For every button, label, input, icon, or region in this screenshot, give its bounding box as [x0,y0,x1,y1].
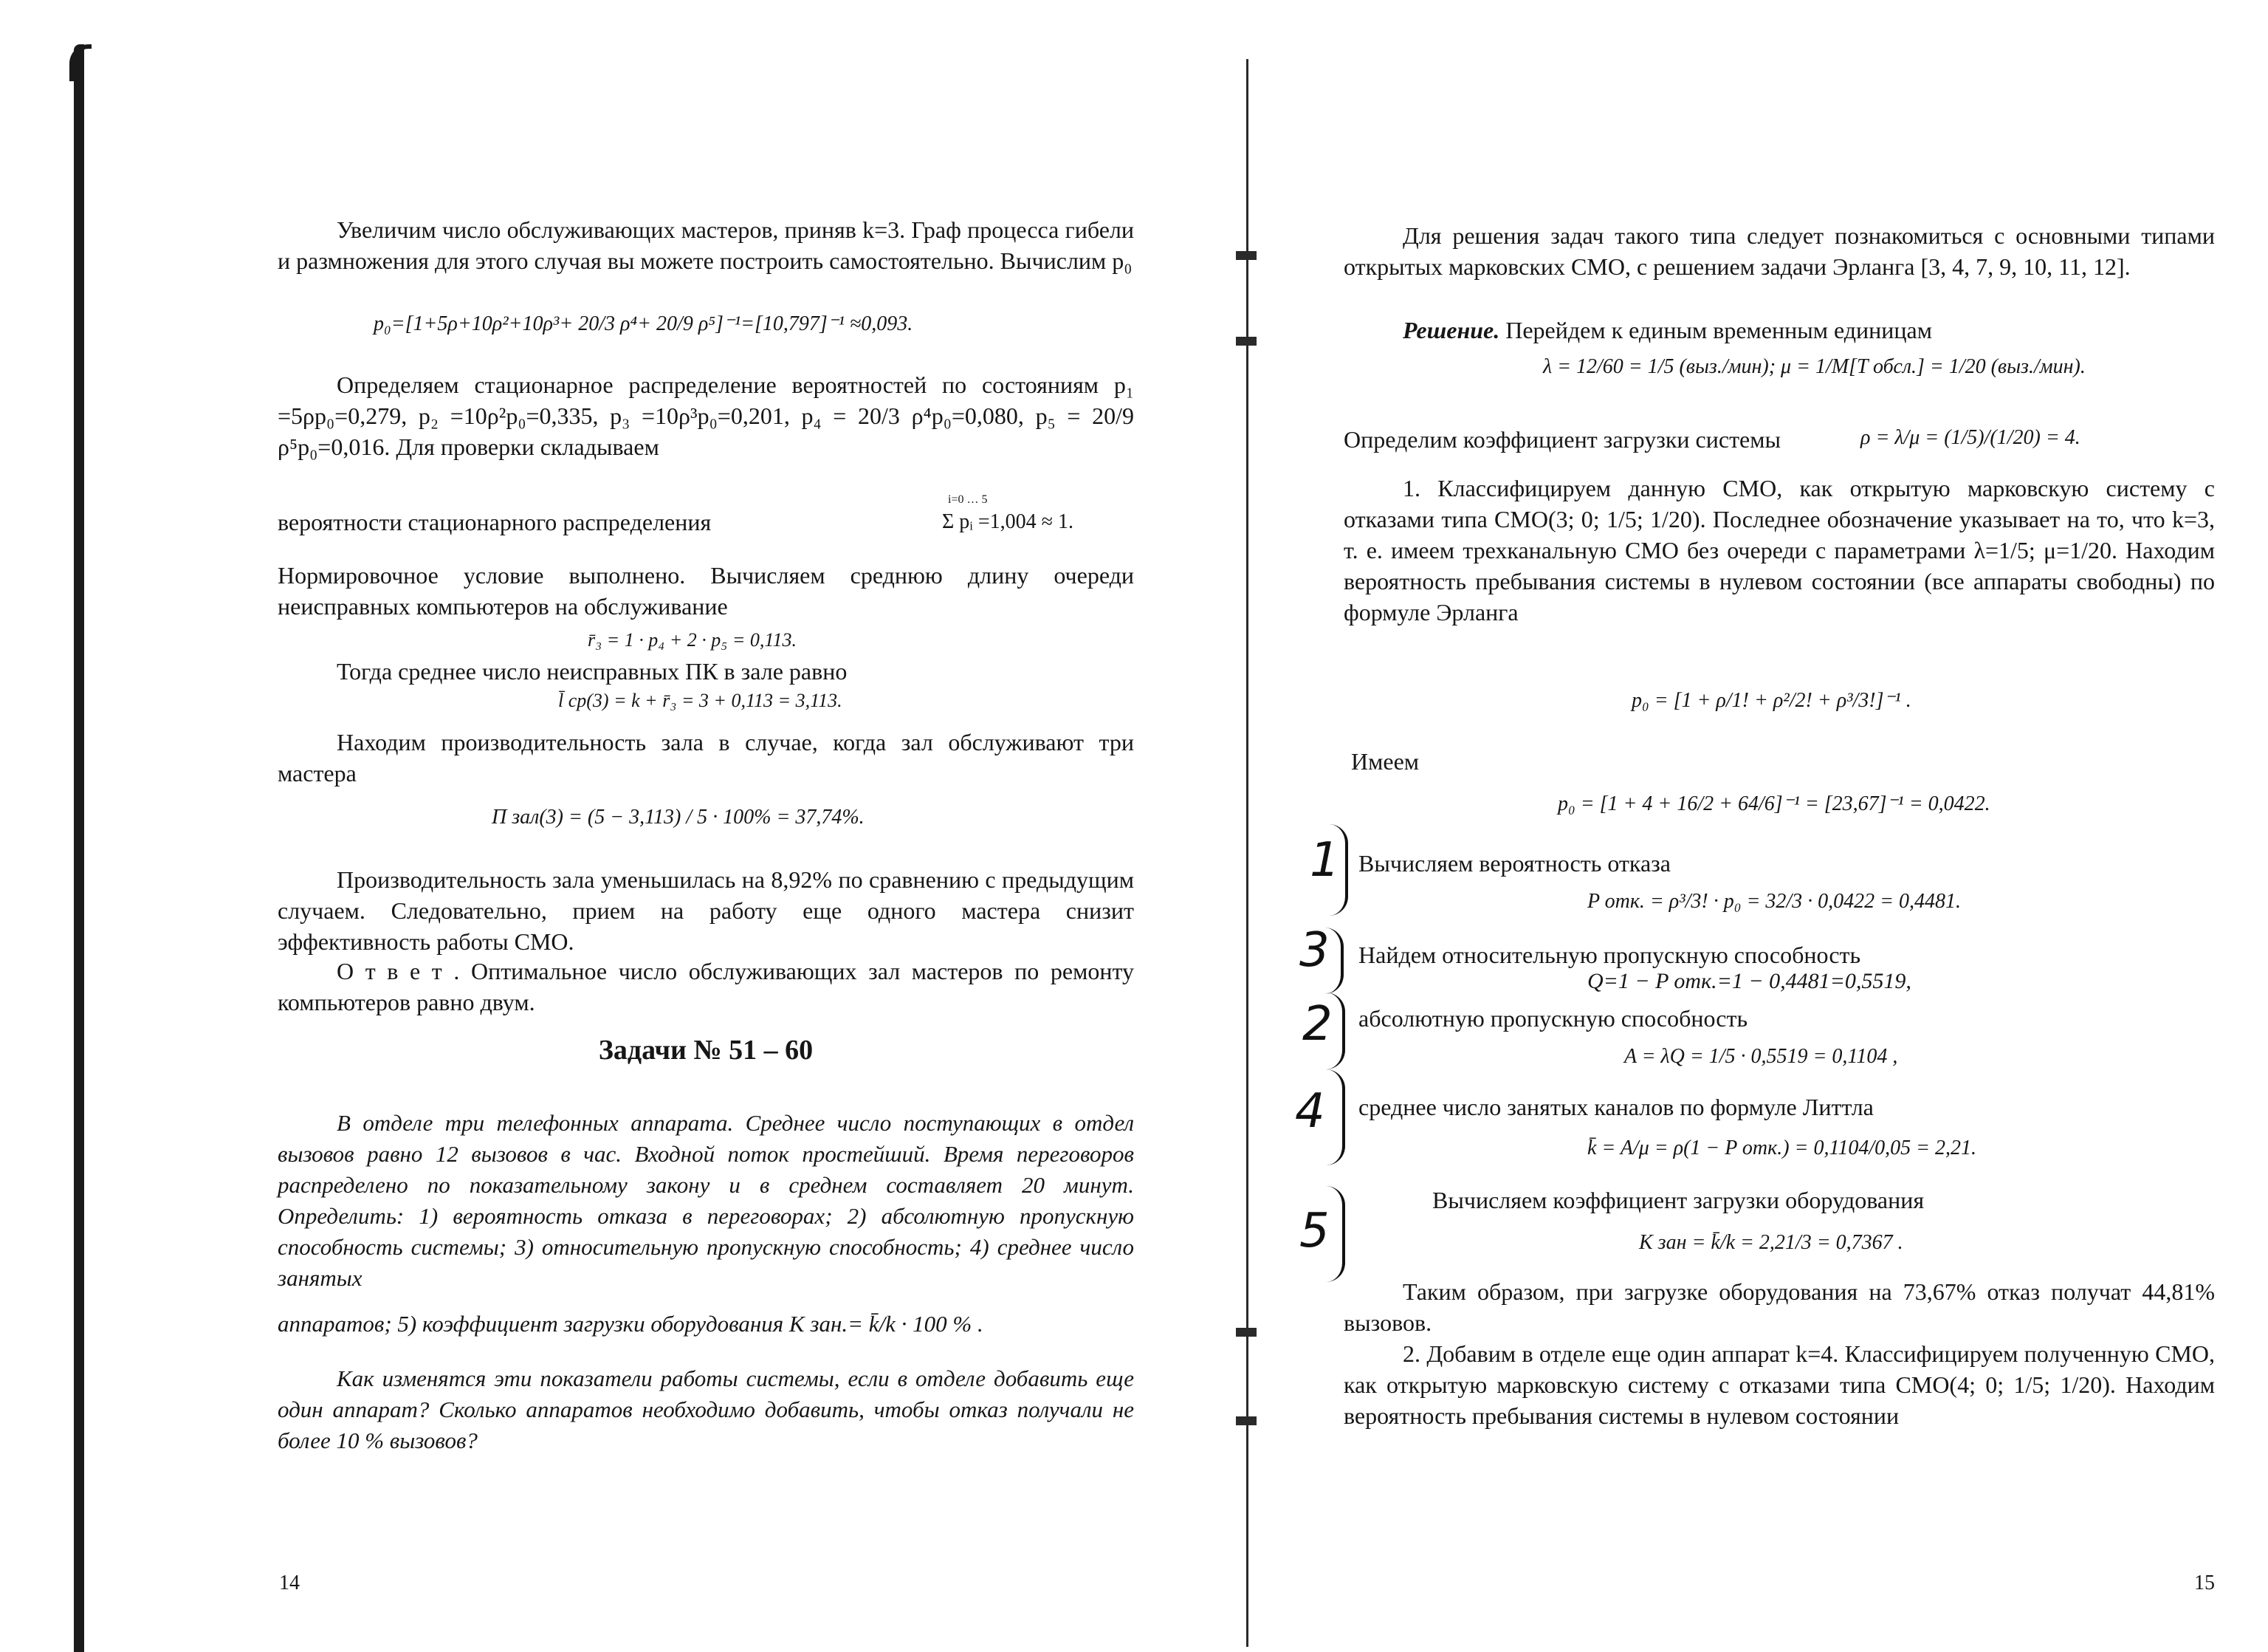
formula-busy-channels: k̄ = A/μ = ρ(1 − P отк.) = 0,1104/0,05 = 2,21. [1587,1137,1977,1159]
gutter-mark [1236,251,1257,260]
paragraph: Нормировочное условие выполнено. Вычисляем среднюю длину очереди неисправных компьютеров на обслуживание [278,562,1134,620]
handwritten-brace [1326,1069,1345,1165]
answer-paragraph: О т в е т . Оптимальное число обслуживающих зал мастеров по ремонту компьютеров равно двум. [278,958,1134,1015]
formula-sum: Σ pᵢ =1,004 ≈ 1. [942,510,1074,533]
solution-intro-text: Перейдем к единым временным единицам [1499,317,1932,343]
formula-load-coefficient: K зан = k̄/k = 2,21/3 = 0,7367 . [1639,1231,1903,1254]
left-page [278,0,1134,1652]
gutter-mark [1236,337,1257,346]
paragraph: Определяем стационарное распределение вероятностей по состояниям p₁ =5ρp₀=0,279, p₂ =10ρ²p₀=0,335, p₃ =10ρ³p₀=0,201, p₄ = 20/3 ρ⁴p₀=0,080, p₅ = 20/9 ρ⁵p₀=0,016. Для проверки складываем [278,371,1134,460]
formula-refusal: P отк. = ρ³/3! · p₀ = 32/3 · 0,0422 = 0,4481. [1587,890,1962,913]
problem-condition: В отделе три телефонных аппарата. Среднее число поступающих в отдел вызовов равно 12 вызовов в час. Входной поток простейший. Время переговоров распределено по показательному закону и в среднем составляет 20 минут. Определить: 1) вероятность отказа в переговорах; 2) абсолютную пропускную способность системы; 3) относительную пропускную способность; 4) среднее число занятых [278,1110,1134,1291]
formula-load: ρ = λ/μ = (1/5)/(1/20) = 4. [1860,426,2080,449]
paragraph: Тогда среднее число неисправных ПК в зале равно [337,658,848,685]
formula-queue-length: r̄₃ = 1 · p₄ + 2 · p₅ = 0,113. [588,629,797,651]
paragraph: Производительность зала уменьшилась на 8,92% по сравнению с предыдущим случаем. Следовательно, прием на работу еще одного мастера снизит эффективность работы СМО. [278,866,1134,955]
right-page [1295,0,2215,1652]
formula-p0-value: p₀ = [1 + 4 + 16/2 + 64/6]⁻¹ = [23,67]⁻¹ = 0,0422. [1558,792,1990,815]
section-title: Задачи № 51 – 60 [598,1035,814,1066]
handwritten-number: 2 [1302,997,1333,1052]
left-page-binding-shadow [74,44,84,1652]
solution-intro [1344,315,2215,346]
paragraph: Таким образом, при загрузке оборудования на 73,67% отказ получат 44,81% вызовов. [1344,1278,2215,1336]
handwritten-brace [1326,993,1345,1069]
paragraph: 1. Классифицируем данную СМО, как открытую марковскую систему с отказами типа СМО(3; 0; 1/5; 1/20). Последнее обозначение указывает на то, что k=3, т. е. имеем трехканальную СМО без очереди с параметрами λ=1/5; μ=1/20. Находим вероятность пребывания системы в нулевом состоянии (все аппараты свободны) по формуле Эрланга [1344,475,2215,626]
paragraph: Находим производительность зала в случае, когда зал обслуживают три мастера [278,729,1134,786]
formula-sum-limits: i=0 … 5 [948,493,988,506]
step-refusal: Вычисляем вероятность отказа [1358,850,1671,877]
gutter-mark [1236,1328,1257,1337]
handwritten-number: 5 [1299,1204,1330,1258]
paragraph: 2. Добавим в отделе еще один аппарат k=4. Классифицируем полученную СМО, как открытую марковскую систему с отказами типа СМО(4; 0; 1/5; 1/20). Находим вероятность пребывания системы в нулевом состоянии [1344,1340,2215,1429]
handwritten-number: 1 [1310,833,1340,888]
solution-label: Решение. [1403,317,1500,343]
page-number: 14 [279,1572,300,1594]
formula-erlang: p₀ = [1 + ρ/1! + ρ²/2! + ρ³/3!]⁻¹ . [1632,689,1911,712]
formula-p0: p₀=[1+5ρ+10ρ²+10ρ³+ 20/3 ρ⁴+ 20/9 ρ⁵]⁻¹=[10,797]⁻¹ ≈0,093. [374,312,913,335]
formula-productivity: П зал(3) = (5 − 3,113) / 5 · 100% = 37,74%. [492,806,865,829]
formula-relative-throughput: Q=1 − P отк.=1 − 0,4481=0,5519, [1587,969,1911,993]
handwritten-brace [1329,824,1348,916]
problem-condition-end: аппаратов; 5) коэффициент загрузки оборудования K зан.= k̄/k · 100 % . [278,1311,983,1337]
step-absolute-throughput: абсолютную пропускную способность [1358,1005,1748,1032]
problem-question: Как изменятся эти показатели работы системы, если в отделе добавить еще один аппарат? Сколько аппаратов необходимо добавить, чтобы отказ получали не более 10 % вызовов? [278,1365,1134,1453]
handwritten-number: 3 [1299,923,1330,978]
step-load-coefficient: Вычисляем коэффициент загрузки оборудования [1432,1187,1925,1213]
handwritten-number: 4 [1295,1084,1325,1139]
step-busy-channels: среднее число занятых каналов по формуле Литтла [1358,1094,1874,1120]
step-relative-throughput: Найдем относительную пропускную способность [1358,942,1861,968]
handwritten-brace [1324,928,1344,994]
formula-absolute-throughput: A = λQ = 1/5 · 0,5519 = 0,1104 , [1624,1045,1898,1068]
paragraph: вероятности стационарного распределения [278,509,712,535]
page-number: 15 [2194,1572,2215,1594]
gutter-mark [1236,1416,1257,1425]
page-gutter [1246,59,1248,1647]
handwritten-brace [1326,1186,1345,1282]
paragraph: Имеем [1351,748,1420,775]
formula-rates: λ = 12/60 = 1/5 (выз./мин); μ = 1/M[T обсл.] = 1/20 (выз./мин). [1543,355,2086,378]
paragraph: Увеличим число обслуживающих мастеров, приняв k=3. Граф процесса гибели и размножения для этого случая вы можете построить самостоятельно. Вычислим p₀ [278,216,1134,274]
paragraph: Для решения задач такого типа следует познакомиться с основными типами открытых марковских СМО, с решением задачи Эрланга [3, 4, 7, 9, 10, 11, 12]. [1344,222,2215,280]
formula-mean-faulty: l̄ ср(3) = k + r̄₃ = 3 + 0,113 = 3,113. [558,690,842,711]
paragraph: Определим коэффициент загрузки системы [1344,426,1781,453]
